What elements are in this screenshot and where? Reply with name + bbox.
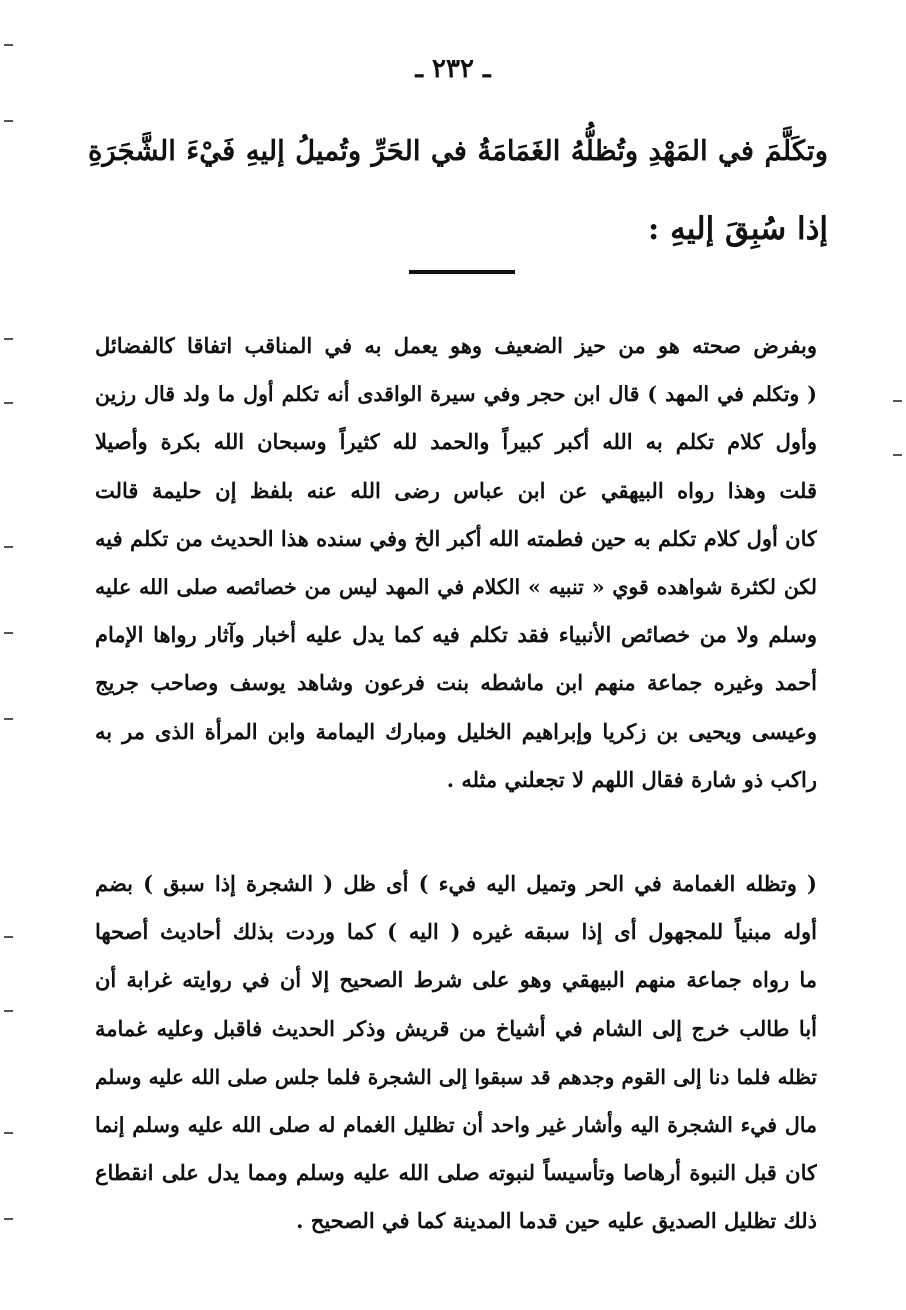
margin-tick bbox=[4, 1218, 13, 1220]
commentary-paragraph-2 bbox=[95, 860, 817, 1246]
text-line: وبفرض صحته هو من حيز الضعيف وهو يعمل به في المناقب اتفاقا كالفضائل bbox=[95, 333, 817, 358]
margin-tick bbox=[4, 718, 13, 720]
verse-text bbox=[88, 112, 828, 268]
margin-tick bbox=[4, 44, 13, 46]
text-line: كان قبل النبوة أرهاصا وتأسيساً لنبوته صلى الله عليه وسلم ومما يدل على انقطاع bbox=[95, 1160, 817, 1186]
page-number: ـ ٢٣٢ ـ bbox=[415, 54, 491, 84]
text-line: كان أول كلام تكلم به حين فطمته الله أكبر الخ وفي سنده هذا الحديث من تكلم فيه bbox=[95, 525, 817, 551]
margin-tick bbox=[4, 1010, 13, 1012]
text-line: أبا طالب خرج إلى الشام في أشياخ من قريش وذكر الحديث فاقبل وعليه غمامة bbox=[95, 1015, 817, 1041]
margin-tick bbox=[4, 1132, 13, 1134]
margin-tick bbox=[4, 936, 13, 938]
margin-tick bbox=[4, 546, 13, 548]
verse-line: إذا سُبِقَ إليهِ : bbox=[647, 211, 828, 247]
text-line: ( وتظله الغمامة في الحر وتميل اليه فيء ) أى ظل ( الشجرة إذا سبق ) بضم bbox=[95, 871, 817, 896]
text-line: أحمد وغيره جماعة منهم ابن ماشطه بنت فرعون وشاهد يوسف وصاحب جريج bbox=[95, 670, 817, 696]
text-line: قلت وهذا رواه البيهقي عن ابن عباس رضى الله عنه بلفظ إن حليمة قالت bbox=[95, 477, 817, 503]
text-line: وسلم ولا من خصائص الأنبياء فقد تكلم فيه كما يدل عليه أخبار وآثار رواها الإمام bbox=[95, 622, 817, 648]
text-line: وعيسى ويحيى بن زكريا وإبراهيم الخليل ومبارك اليمامة وابن المرأة الذى مر به bbox=[95, 718, 817, 744]
section-divider bbox=[409, 270, 515, 274]
text-line: ( وتكلم في المهد ) قال ابن حجر وفي سيرة الواقدى أنه تكلم أول ما ولد قال رزين bbox=[95, 382, 817, 407]
text-line: أوله مبنياً للمجهول أى إذا سبقه غيره ( اليه ) كما وردت بذلك أحاديث أصحها bbox=[95, 919, 817, 945]
verse-line: وتكَلَّمَ في المَهْدِ وتُظلُّهُ الغَمَامَةُ في الحَرِّ وتُميلُ إليهِ فَيْءَ الشَّجَرَةِ bbox=[88, 135, 828, 167]
text-line: تظله فلما دنا إلى القوم وجدهم قد سبقوا إلى الشجرة فلما جلس صلى الله عليه وسلم bbox=[95, 1064, 817, 1089]
text-line: مال فيء الشجرة اليه وأشار غير واحد أن تظليل الغمام له صلى الله عليه وسلم إنما bbox=[95, 1112, 817, 1137]
margin-tick bbox=[4, 338, 13, 340]
margin-tick bbox=[4, 402, 13, 404]
text-line: وأول كلام تكلم به الله أكبر كبيراً والحمد لله كثيراً وسبحان الله بكرة وأصيلا bbox=[95, 429, 817, 455]
margin-tick bbox=[893, 454, 902, 456]
commentary-paragraph-1 bbox=[95, 322, 817, 804]
text-line: ذلك تظليل الصديق عليه حين قدما المدينة كما في الصحيح . bbox=[296, 1208, 817, 1234]
margin-tick bbox=[4, 632, 13, 634]
text-line: لكن لكثرة شواهده قوي « تنبيه » الكلام في المهد ليس من خصائصه صلى الله عليه bbox=[95, 574, 817, 599]
margin-tick bbox=[4, 120, 13, 122]
text-line: راكب ذو شارة فقال اللهم لا تجعلني مثله . bbox=[446, 766, 817, 792]
text-line: ما رواه جماعة منهم البيهقي وهو على شرط الصحيح إلا أن في روايته غرابة أن bbox=[95, 967, 817, 993]
margin-tick bbox=[893, 400, 902, 402]
